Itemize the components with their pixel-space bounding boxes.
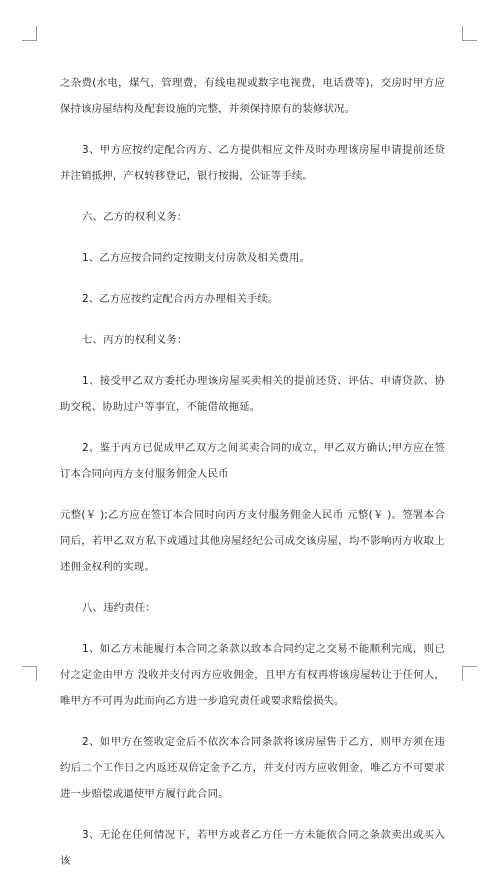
section-heading-breach-liability: 八、违约责任：: [82, 602, 156, 614]
section-heading-party-c-rights: 七、丙方的权利义务：: [82, 334, 188, 346]
crop-mark-top-right: [462, 26, 477, 41]
paragraph-party-c-clause-2: 2、鉴于丙方已促成甲乙双方之间买卖合同的成立，甲乙双方确认;甲方应在签订本合同向丙方支付服务佣金人民币: [60, 442, 445, 480]
paragraph-party-b-clause-2: 2、乙方应按约定配合丙方办理相关手续。: [82, 293, 279, 305]
paragraph-party-b-clause-1: 1、乙方应按合同约定按期支付房款及相关费用。: [82, 252, 311, 264]
crop-mark-bottom-right: [462, 666, 477, 681]
document-body: [60, 70, 445, 889]
paragraph-breach-clause-3: 3、无论在任何情况下，若甲方或者乙方任一方未能依合同之条款卖出或买入该: [60, 829, 445, 867]
paragraph-breach-clause-1: 1、如乙方未能履行本合同之条款以致本合同约定之交易不能顺利完成，则已付之定金由甲方 没收并支付丙方应收佣金，且甲方有权再将该房屋转让于任何人，唯甲方不可再为此而向乙方进一步追究责任或要求赔偿损失。: [60, 643, 445, 707]
paragraph-breach-clause-2: 2、如甲方在签收定金后不依次本合同条款将该房屋售于乙方，则甲方须在违约后二个工作日之内返还双倍定金予乙方，并支付丙方应收佣金，唯乙方不可要求进一步赔偿或逼使甲方履行此合同。: [60, 736, 445, 800]
crop-mark-top-left: [22, 26, 37, 41]
section-heading-party-b-rights: 六、乙方的权利义务：: [82, 211, 188, 223]
paragraph-party-a-clause-3: 3、甲方应按约定配合丙方、乙方提供相应文件及时办理该房屋申请提前还贷并注销抵押，产权转移登记，银行按揭，公证等手续。: [60, 144, 445, 182]
paragraph-commission-amounts: 元整(￥ );乙方应在签订本合同时向丙方支付服务佣金人民币 元整(￥ )。签署本合同后，若甲乙双方私下或通过其他房屋经纪公司成交该房屋，均不影响丙方收取上述佣金权利的实现。: [60, 509, 445, 573]
paragraph-utilities-continuation: 之杂费(水电，煤气，管理费，有线电视或数字电视费，电话费等)，交房时甲方应保持该房屋结构及配套设施的完整，并须保持原有的装修状况。: [60, 77, 445, 115]
paragraph-party-c-clause-1: 1、接受甲乙双方委托办理该房屋买卖相关的提前还贷、评估、申请贷款、协助交税、协助过户等事宜，不能借故拖延。: [60, 375, 445, 413]
crop-mark-bottom-left: [22, 666, 37, 681]
